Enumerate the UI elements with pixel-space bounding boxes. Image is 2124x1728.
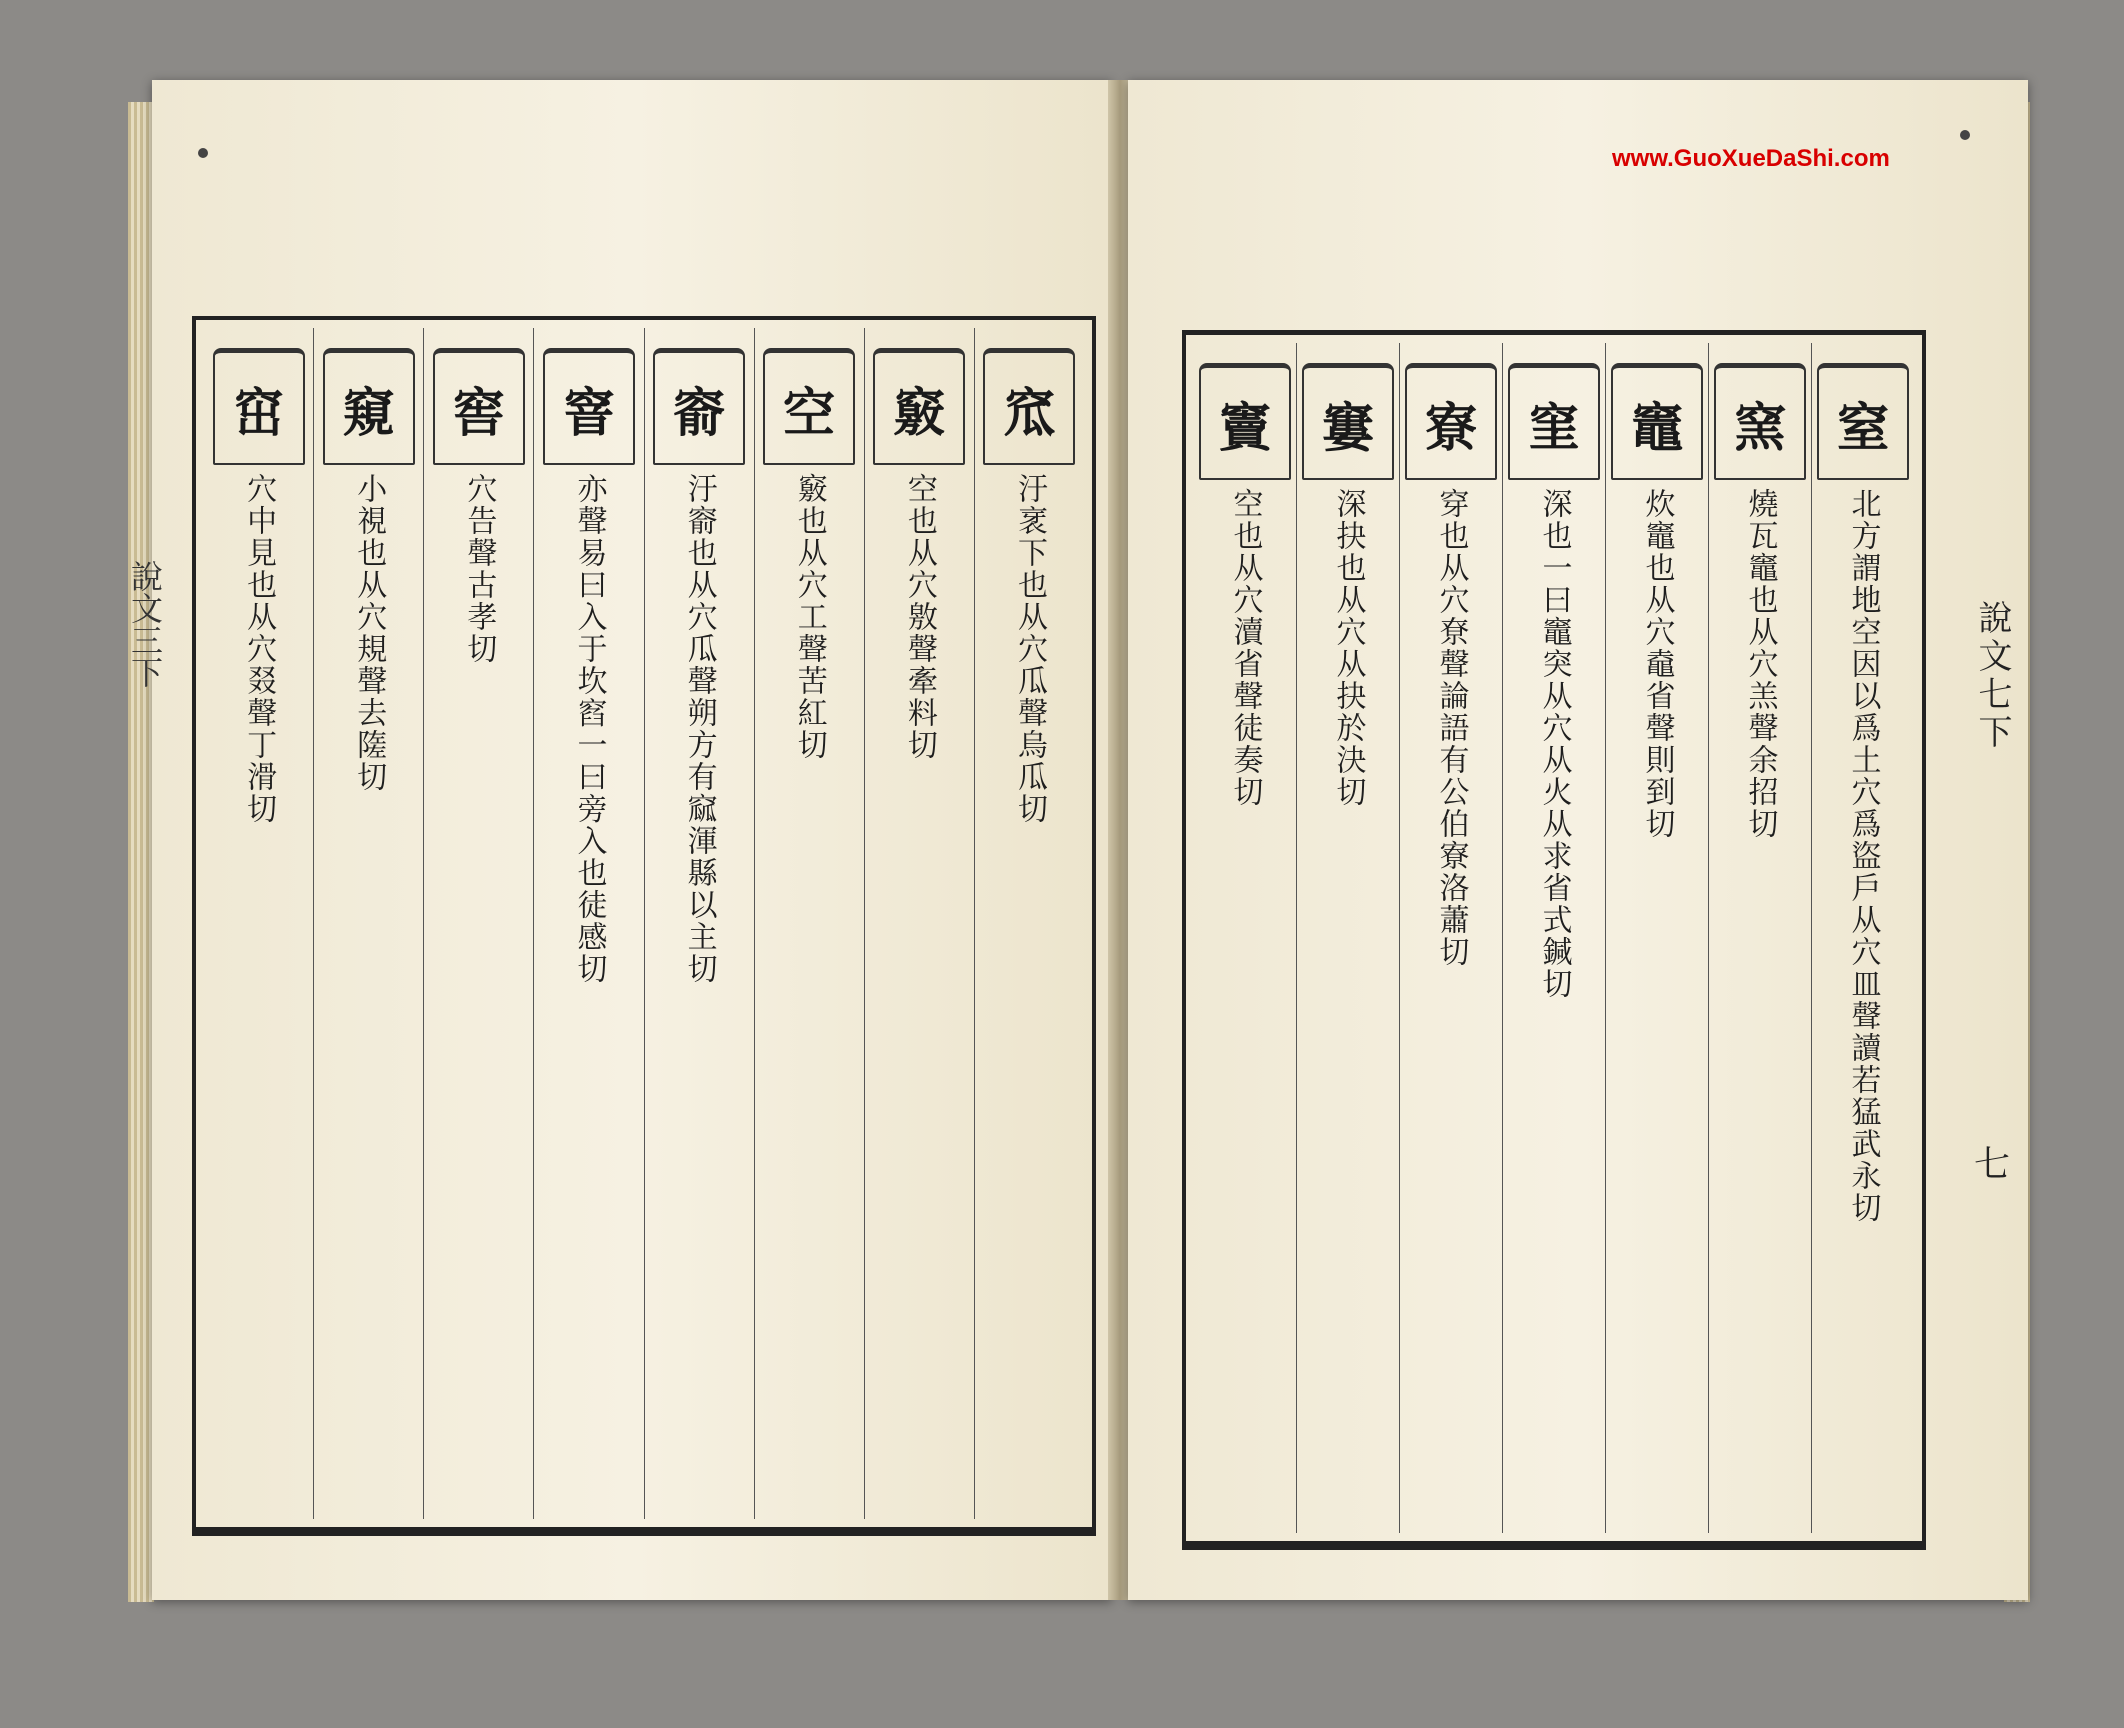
right-page	[1128, 80, 2028, 1600]
gloss-text: 小視也从穴規聲去隓切	[351, 473, 387, 793]
right-column	[1708, 343, 1811, 1533]
seal-script-character: 窬	[653, 348, 745, 465]
seal-script-character: 窋	[213, 348, 305, 465]
seal-script-character: 窶	[1302, 363, 1394, 480]
seal-script-character: 窖	[433, 348, 525, 465]
binding-hole	[1960, 130, 1970, 140]
seal-script-character: 窨	[543, 348, 635, 465]
gloss-text: 空也从穴瀆省聲徒奏切	[1227, 488, 1263, 808]
gloss-text: 穿也从穴尞聲論語有公伯寮洛蕭切	[1433, 488, 1469, 968]
seal-script-character: 窐	[1508, 363, 1600, 480]
seal-script-character: 窺	[323, 348, 415, 465]
seal-script-character: 窯	[1714, 363, 1806, 480]
left-column	[204, 328, 313, 1519]
seal-script-character: 窊	[983, 348, 1075, 465]
left-column	[423, 328, 533, 1519]
seal-script-character: 寮	[1405, 363, 1497, 480]
right-column	[1399, 343, 1502, 1533]
binding-hole	[198, 148, 208, 158]
gloss-text: 汙衺下也从穴瓜聲烏瓜切	[1011, 473, 1047, 825]
gloss-text: 汙窬也从穴瓜聲朔方有窳渾縣以主切	[681, 473, 717, 985]
seal-script-character: 空	[763, 348, 855, 465]
gloss-text: 穴中見也从穴叕聲丁滑切	[241, 473, 277, 825]
seal-script-character: 竅	[873, 348, 965, 465]
right-column	[1194, 343, 1296, 1533]
right-page-frame	[1182, 330, 1926, 1550]
running-title: 說文七下	[1972, 600, 2012, 752]
watermark: www.GuoXueDaShi.com	[1612, 145, 1890, 172]
right-column	[1502, 343, 1605, 1533]
open-book	[128, 72, 2028, 1612]
gloss-text: 燒瓦竈也从穴羔聲余招切	[1742, 488, 1778, 840]
left-column	[754, 328, 864, 1519]
left-page	[152, 80, 1112, 1600]
left-column	[974, 328, 1084, 1519]
gloss-text: 深抉也从穴从抉於決切	[1330, 488, 1366, 808]
right-columns	[1194, 343, 1914, 1533]
left-page-spine-text: 說文三下	[126, 560, 164, 688]
left-columns	[204, 328, 1084, 1519]
right-column	[1296, 343, 1399, 1533]
seal-script-character: 竈	[1611, 363, 1703, 480]
left-column	[533, 328, 643, 1519]
left-column	[644, 328, 754, 1519]
page-number: 七	[1974, 1144, 2011, 1185]
gloss-text: 深也一曰竈突从穴从火从求省式鍼切	[1536, 488, 1572, 1000]
gloss-text: 北方謂地空因以爲土穴爲盜戶从穴皿聲讀若猛武永切	[1845, 488, 1881, 1224]
gloss-text: 穴告聲古孝切	[461, 473, 497, 665]
gloss-text: 竅也从穴工聲苦紅切	[791, 473, 827, 761]
right-column	[1605, 343, 1708, 1533]
gloss-text: 亦聲易曰入于坎窞一曰旁入也徒感切	[571, 473, 607, 985]
gloss-text: 炊竈也从穴鼀省聲則到切	[1639, 488, 1675, 840]
right-column	[1811, 343, 1914, 1533]
left-column	[864, 328, 974, 1519]
left-page-frame	[192, 316, 1096, 1536]
left-column	[313, 328, 423, 1519]
gloss-text: 空也从穴敫聲牽料切	[901, 473, 937, 761]
seal-script-character: 窒	[1817, 363, 1909, 480]
seal-script-character: 竇	[1199, 363, 1291, 480]
